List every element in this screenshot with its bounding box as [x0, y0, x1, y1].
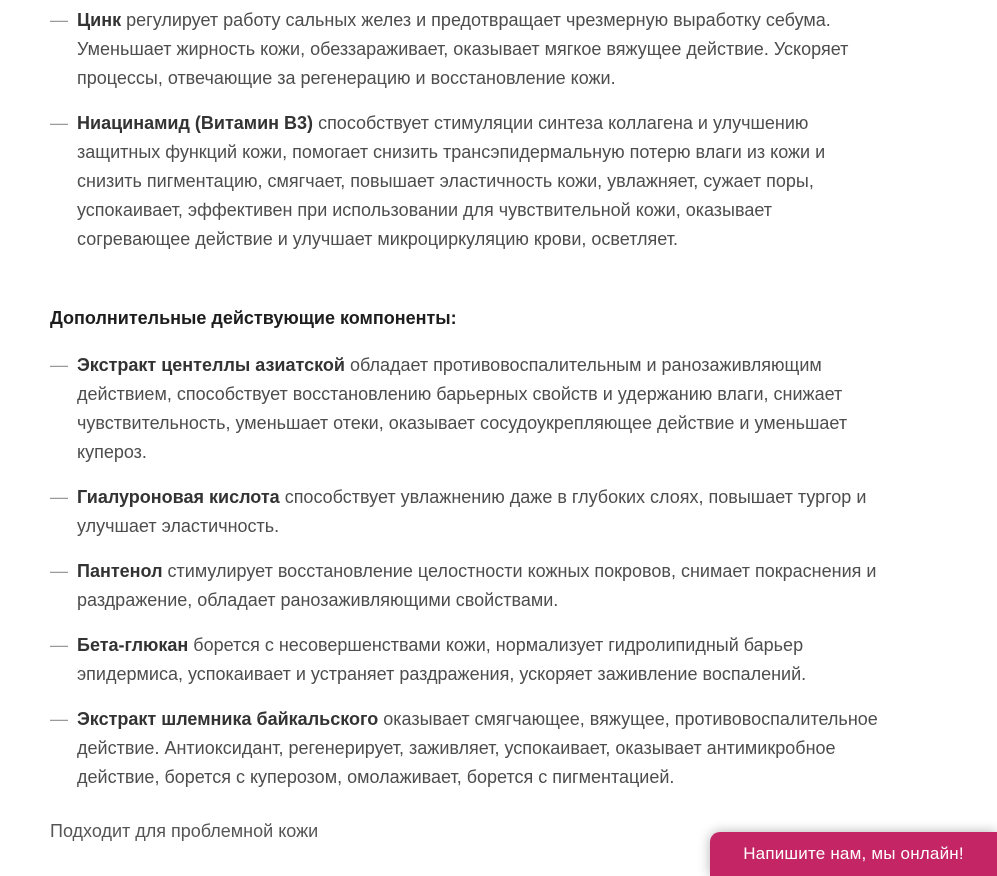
- bullet-dash: —: [50, 709, 68, 729]
- ingredient-text: [77, 351, 882, 467]
- ingredient-text: [77, 557, 882, 615]
- list-item-zinc: [50, 6, 882, 93]
- ingredient-description: обладает противовоспалительным и ранозаживляющим действием, способствует восстановлению барьерных свойств и удержанию влаги, снижает чувствительность, уменьшает отеки, оказывает сосудоукрепляющее действие и уменьшает купероз.: [77, 355, 848, 462]
- ingredient-description: способствует увлажнению даже в глубоких слоях, повышает тургор и улучшает эластичность.: [77, 487, 867, 536]
- bullet-dash: —: [50, 487, 68, 507]
- ingredient-name: Пантенол: [77, 561, 163, 581]
- ingredient-description: способствует стимуляции синтеза коллагена и улучшению защитных функций кожи, помогает снизить трансэпидермальную потерю влаги из кожи и снизить пигментацию, смягчает, повышает эластичность кожи, увлажняет, сужает поры, успокаивает, эффективен при использовании для чувствительной кожи, оказывает согревающее действие и улучшает микроциркуляцию крови, осветляет.: [77, 113, 826, 249]
- ingredient-description: стимулирует восстановление целостности кожных покровов, снимает покраснения и раздражение, обладает ранозаживляющими свойствами.: [77, 561, 877, 610]
- ingredient-name: Гиалуроновая кислота: [77, 487, 280, 507]
- list-item-hyaluronic-acid: [50, 483, 882, 541]
- ingredient-description: регулирует работу сальных желез и предотвращает чрезмерную выработку себума. Уменьшает жирность кожи, обеззараживает, оказывает мягкое вяжущее действие. Ускоряет процессы, отвечающие за регенерацию и восстановление кожи.: [77, 10, 849, 88]
- bullet-dash: —: [50, 635, 68, 655]
- ingredient-name: Цинк: [77, 10, 122, 30]
- suitability-note: Подходит для проблемной кожи: [50, 821, 319, 841]
- ingredient-name: Ниацинамид (Витамин B3): [77, 113, 314, 133]
- list-item-panthenol: [50, 557, 882, 615]
- ingredient-text: [77, 705, 882, 792]
- list-item-niacinamide: [50, 109, 882, 254]
- product-description: [50, 0, 882, 846]
- ingredient-description: борется с несовершенствами кожи, нормализует гидролипидный барьер эпидермиса, успокаивает и устраняет раздражения, ускоряет заживление воспалений.: [77, 635, 807, 684]
- list-item-centella: [50, 351, 882, 467]
- ingredient-name: Экстракт центеллы азиатской: [77, 355, 345, 375]
- list-item-scutellaria: [50, 705, 882, 792]
- ingredient-description: оказывает смягчающее, вяжущее, противовоспалительное действие. Антиоксидант, регенерирует, заживляет, успокаивает, оказывает антимикробное действие, борется с куперозом, омолаживает, борется с пигментацией.: [77, 709, 878, 787]
- bullet-dash: —: [50, 10, 68, 30]
- ingredient-text: [77, 631, 882, 689]
- ingredient-name: Бета-глюкан: [77, 635, 189, 655]
- ingredient-name: Экстракт шлемника байкальского: [77, 709, 379, 729]
- ingredient-text: [77, 483, 882, 541]
- bullet-dash: —: [50, 355, 68, 375]
- chat-widget-label: Напишите нам, мы онлайн!: [743, 844, 964, 863]
- chat-widget-button[interactable]: [710, 832, 997, 876]
- list-item-beta-glucan: [50, 631, 882, 689]
- ingredient-text: [77, 6, 882, 93]
- bullet-dash: —: [50, 113, 68, 133]
- ingredient-text: [77, 109, 882, 254]
- section-heading-additional-components: Дополнительные действующие компоненты:: [50, 308, 457, 328]
- bullet-dash: —: [50, 561, 68, 581]
